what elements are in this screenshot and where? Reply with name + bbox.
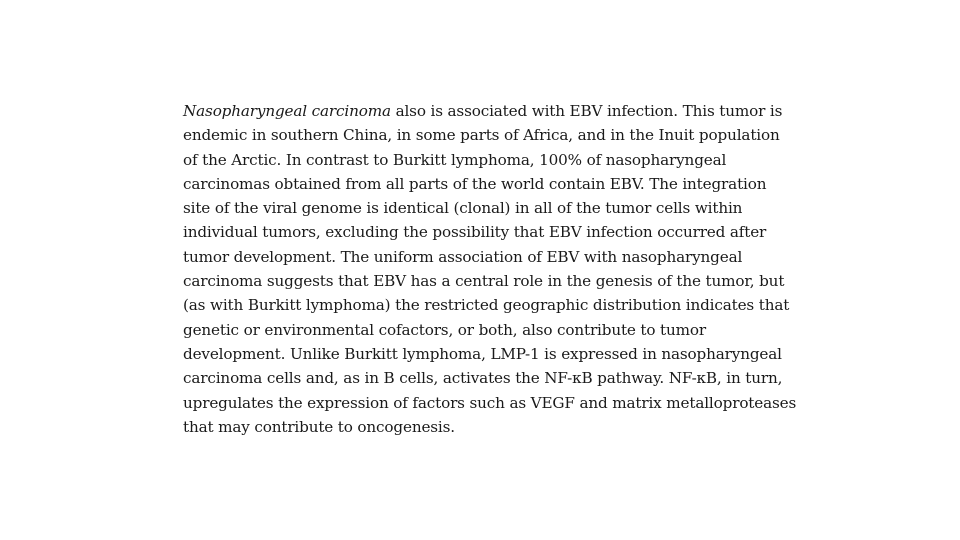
paragraph-line: that may contribute to oncogenesis. — [183, 417, 455, 436]
paragraph-line: upregulates the expression of factors such as VEGF and matrix metalloproteases — [183, 393, 797, 412]
paragraph-line: site of the viral genome is identical (clonal) in all of the tumor cells within — [183, 199, 743, 218]
body-paragraph — [183, 99, 803, 439]
paragraph-line: carcinoma cells and, as in B cells, activates the NF-κB pathway. NF-κB, in turn, — [183, 369, 783, 388]
paragraph-line: development. Unlike Burkitt lymphoma, LMP-1 is expressed in nasopharyngeal — [183, 344, 782, 363]
paragraph-line: endemic in southern China, in some parts of Africa, and in the Inuit population — [183, 126, 780, 145]
line-text: also is associated with EBV infection. This tumor is — [390, 102, 783, 120]
paragraph-line: (as with Burkitt lymphoma) the restricted geographic distribution indicates that — [183, 296, 790, 315]
paragraph-line: individual tumors, excluding the possibility that EBV infection occurred after — [183, 223, 767, 242]
paragraph-line: carcinomas obtained from all parts of the world contain EBV. The integration — [183, 174, 767, 193]
paragraph-line: genetic or environmental cofactors, or both, also contribute to tumor — [183, 320, 707, 339]
paragraph-line: of the Arctic. In contrast to Burkitt lymphoma, 100% of nasopharyngeal — [183, 150, 727, 169]
paragraph-line — [183, 99, 803, 123]
paragraph-line: carcinoma suggests that EBV has a central role in the genesis of the tumor, but — [183, 272, 785, 291]
italic-term: Nasopharyngeal carcinoma — [183, 102, 391, 120]
paragraph-line: tumor development. The uniform association of EBV with nasopharyngeal — [183, 247, 743, 266]
